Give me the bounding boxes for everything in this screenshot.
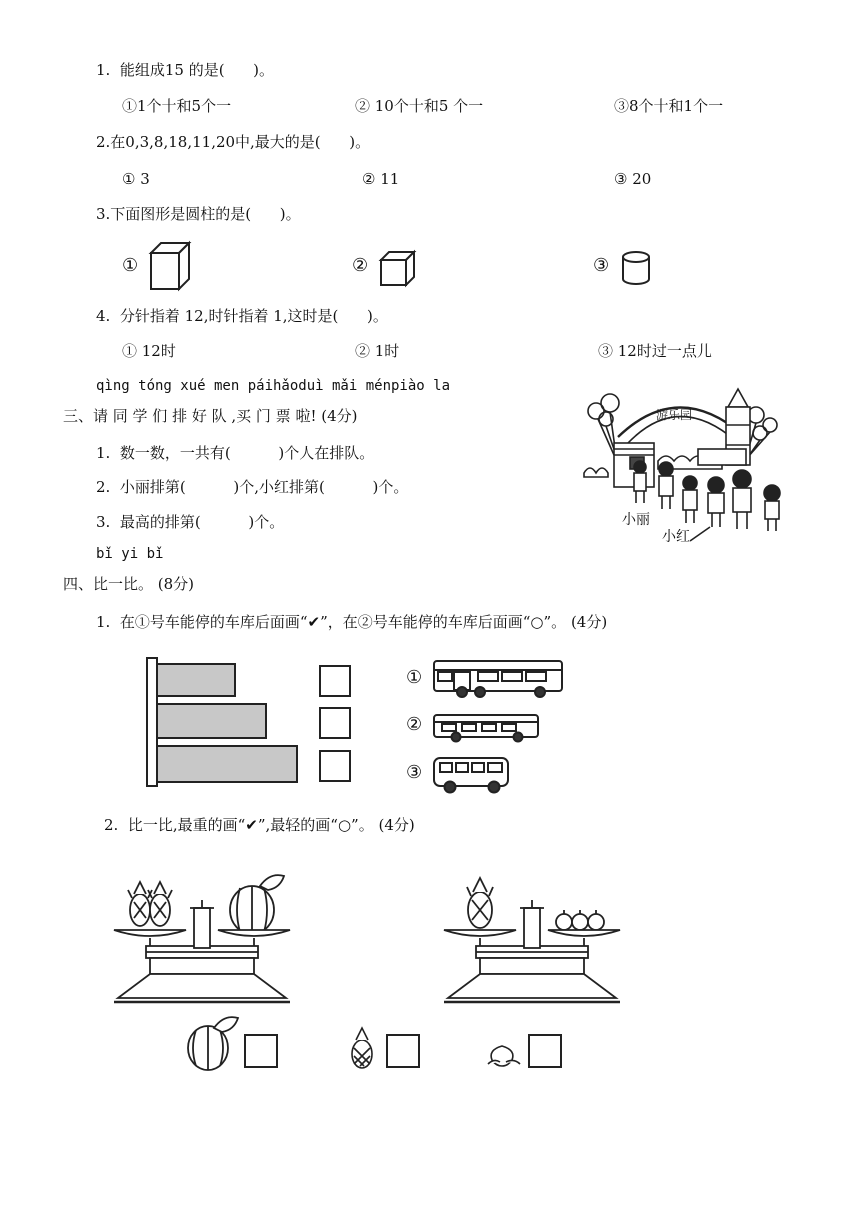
q4-option-1: ① 12时 xyxy=(122,342,176,360)
section-4-title: 四、比一比。 (8分) xyxy=(63,575,195,593)
answer-box-watermelon[interactable] xyxy=(244,1034,278,1068)
medium-bus-icon xyxy=(432,710,542,744)
section-3-item-1: 1. 数一数，一共有( )个人在排队。 xyxy=(96,444,375,462)
section-3-pinyin: qìng tóng xué men páihǎoduì mǎi ménpiào la xyxy=(96,378,451,394)
question-4-stem: 4. 分针指着 12,时针指着 1,这时是( )。 xyxy=(96,307,388,325)
q4-option-3: ③ 12时过一点儿 xyxy=(598,342,712,360)
question-3-stem: 3.下面图形是圆柱的是( )。 xyxy=(96,205,301,223)
long-bus-icon xyxy=(432,658,566,700)
cube-shape-icon xyxy=(379,250,417,288)
section-4-q1: 1. 在①号车能停的车库后面画“✔”，在②号车能停的车库后面画“○”。 (4分) xyxy=(96,613,608,631)
balance-scale-right xyxy=(440,858,630,1014)
q4-option-2: ② 1时 xyxy=(355,342,400,360)
garage-bars-diagram xyxy=(146,656,306,788)
garage-medium xyxy=(157,704,266,738)
q2-option-3: ③ 20 xyxy=(614,170,652,188)
peach-icon xyxy=(486,1040,522,1068)
q3-option-2: ② xyxy=(352,255,369,276)
svg-text:游乐园: 游乐园 xyxy=(656,408,693,422)
q3-option-1: ① xyxy=(122,255,139,276)
q3-option-3: ③ xyxy=(593,255,610,276)
watermelon-icon xyxy=(186,1012,242,1072)
label-xiaoli: 小丽 xyxy=(622,512,650,528)
section-3-item-3: 3. 最高的排第( )个。 xyxy=(96,513,285,531)
answer-box-garage-2[interactable] xyxy=(319,707,351,739)
q1-option-2: ② 10个十和5 个一 xyxy=(355,97,484,115)
q1-option-1: ①1个十和5个一 xyxy=(122,97,232,115)
answer-box-peach[interactable] xyxy=(528,1034,562,1068)
q2-option-1: ① 3 xyxy=(122,170,150,188)
section-3-item-2: 2. 小丽排第( )个,小红排第( )个。 xyxy=(96,478,409,496)
question-1-stem: 1. 能组成15 的是( )。 xyxy=(96,61,275,79)
balance-scale-left xyxy=(110,858,300,1014)
short-bus-icon xyxy=(432,754,512,798)
bus-label-3: ③ xyxy=(406,762,423,783)
section-3-title: 三、请 同 学 们 排 好 队 ,买 门 票 啦! (4分) xyxy=(63,407,358,425)
bus-label-1: ① xyxy=(406,667,423,688)
garage-short xyxy=(157,664,235,696)
amusement-park-queue-illustration xyxy=(578,385,790,545)
answer-box-pineapple[interactable] xyxy=(386,1034,420,1068)
section-4-pinyin: bǐ yi bǐ xyxy=(96,546,164,562)
bus-label-2: ② xyxy=(406,714,423,735)
answer-box-garage-1[interactable] xyxy=(319,665,351,697)
label-xiaohong: 小红 xyxy=(662,529,690,545)
cylinder-shape-icon xyxy=(620,250,652,286)
garage-long xyxy=(157,746,297,782)
pineapple-icon xyxy=(348,1024,380,1070)
q1-option-3: ③8个十和1个一 xyxy=(614,97,724,115)
cuboid-shape-icon xyxy=(148,240,193,292)
q2-option-2: ② 11 xyxy=(362,170,400,188)
answer-box-garage-3[interactable] xyxy=(319,750,351,782)
section-4-q2: 2. 比一比,最重的画“✔”,最轻的画“○”。 (4分) xyxy=(104,816,415,834)
question-2-stem: 2.在0,3,8,18,11,20中,最大的是( )。 xyxy=(96,133,371,151)
